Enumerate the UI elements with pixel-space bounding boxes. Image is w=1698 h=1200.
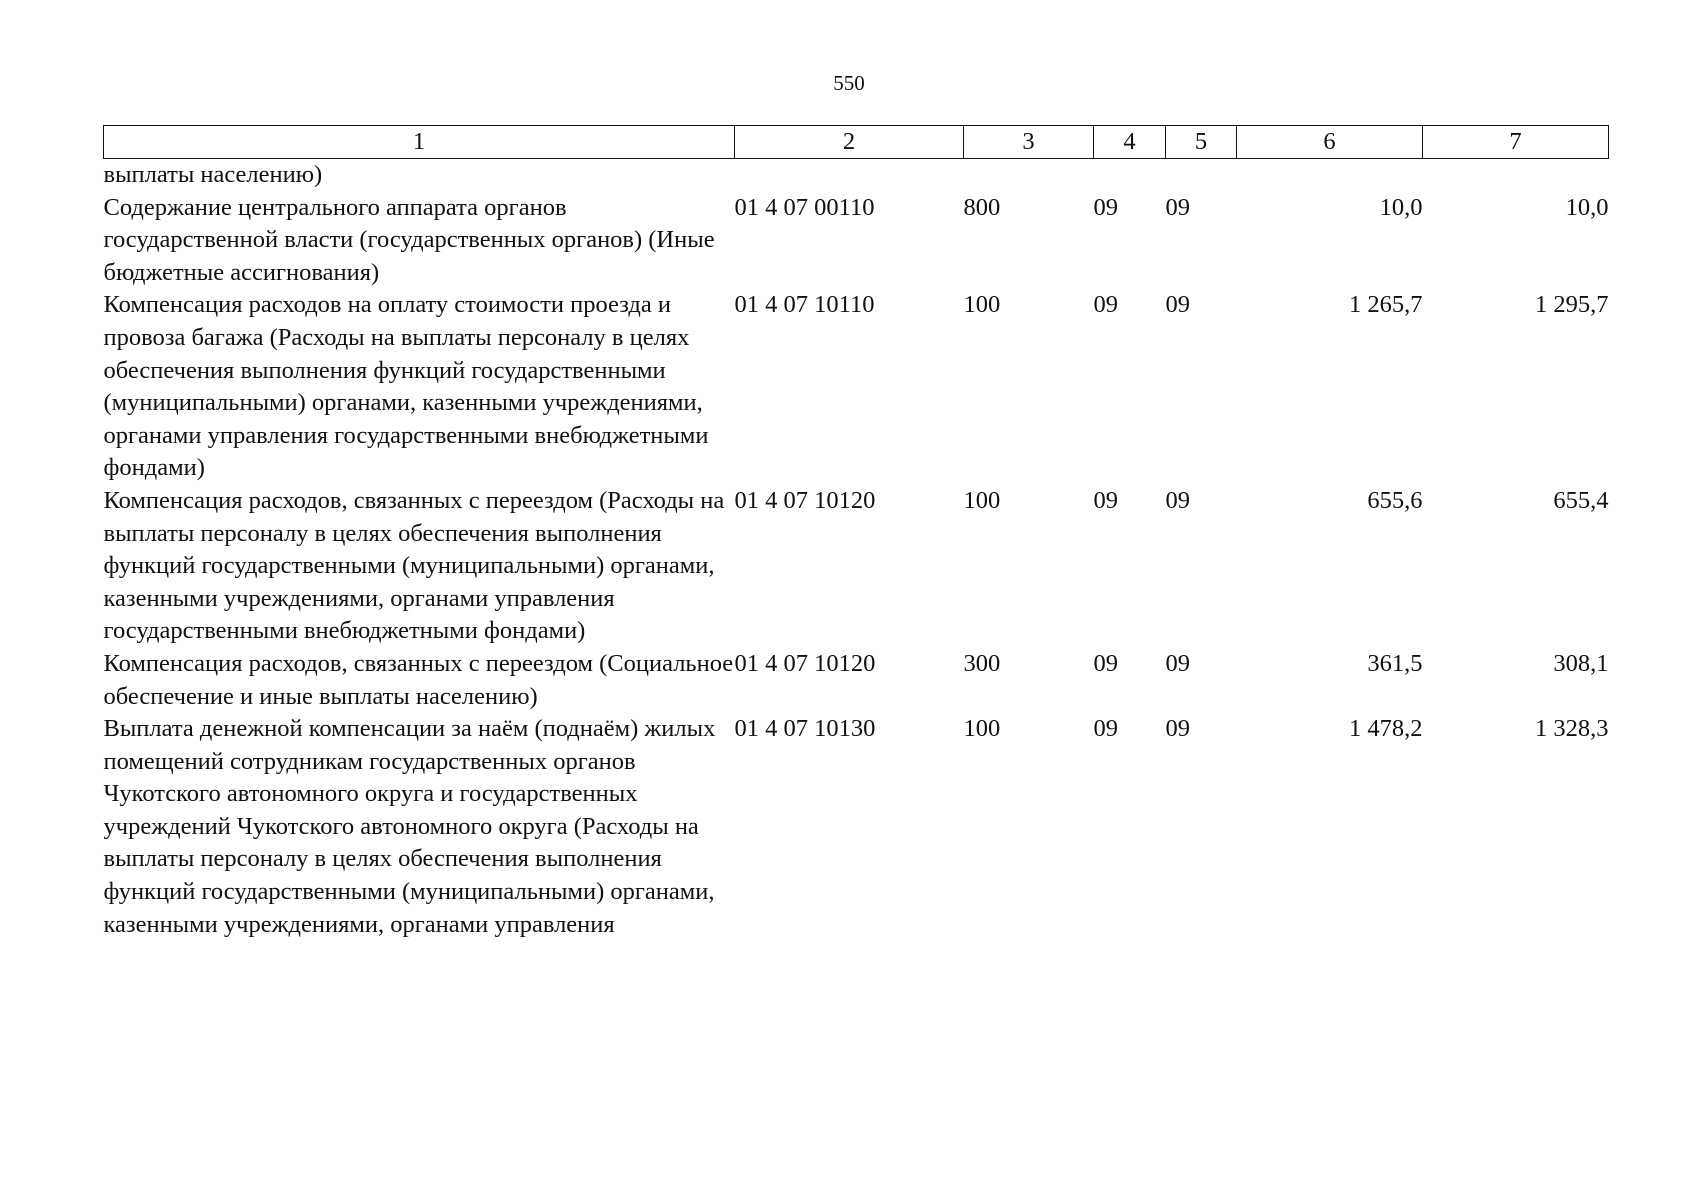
column-header-7: 7 bbox=[1423, 126, 1609, 159]
target-code: 01 4 07 10120 bbox=[734, 486, 876, 514]
amount-col-7: 655,4 bbox=[1553, 486, 1609, 514]
expense-name: Содержание центрального аппарата органов государственной власти (государственных органов) (Иные бюджетные ассигнования) bbox=[103, 193, 715, 286]
section-code: 09 bbox=[1093, 715, 1118, 743]
amount-col-6: 10,0 bbox=[1379, 193, 1423, 221]
section-code bbox=[1094, 159, 1166, 192]
subsection-code bbox=[1166, 159, 1237, 192]
amount-col-6: 361,5 bbox=[1367, 649, 1423, 677]
section-code: 09 bbox=[1093, 486, 1118, 514]
table-header bbox=[104, 126, 1609, 159]
budget-table bbox=[103, 125, 1609, 941]
subsection-code: 09 bbox=[1165, 649, 1190, 677]
expense-type-code: 100 bbox=[963, 291, 1001, 319]
table-row bbox=[104, 192, 1609, 290]
section-code: 09 bbox=[1093, 193, 1118, 221]
expense-name: Компенсация расходов на оплату стоимости проезда и провоза багажа (Расходы на выплаты персоналу в целях обеспечения выполнения функций государственными (муниципальными) органами, казенными учреждениями, органами управления государственными внебюджетными фондами) bbox=[103, 291, 709, 482]
column-header-1: 1 bbox=[104, 126, 735, 159]
expense-type-code: 100 bbox=[963, 486, 1001, 514]
amount-col-6 bbox=[1237, 159, 1423, 192]
target-code: 01 4 07 10110 bbox=[734, 291, 875, 319]
target-code: 01 4 07 00110 bbox=[734, 193, 875, 221]
expense-name: Компенсация расходов, связанных с переездом (Расходы на выплаты персоналу в целях обеспечения выполнения функций государственными (муниципальными) органами, казенными учреждениями, органами управления государственными внебюджетными фондами) bbox=[103, 486, 725, 645]
expense-type-code bbox=[964, 159, 1094, 192]
table-body bbox=[104, 159, 1609, 942]
expense-type-code: 100 bbox=[963, 715, 1001, 743]
amount-col-7: 308,1 bbox=[1553, 649, 1609, 677]
expense-name: выплаты населению) bbox=[103, 161, 323, 188]
section-code: 09 bbox=[1093, 649, 1118, 677]
amount-col-6: 1 265,7 bbox=[1349, 291, 1423, 319]
page-number: 550 bbox=[833, 71, 865, 95]
subsection-code: 09 bbox=[1165, 486, 1190, 514]
amount-col-7: 10,0 bbox=[1565, 193, 1609, 221]
target-code bbox=[735, 159, 964, 192]
target-code: 01 4 07 10130 bbox=[734, 715, 876, 743]
column-header-5: 5 bbox=[1166, 126, 1237, 159]
amount-col-7: 1 328,3 bbox=[1535, 715, 1609, 743]
amount-col-7 bbox=[1423, 159, 1609, 192]
expense-name: Компенсация расходов, связанных с переездом (Социальное обеспечение и иные выплаты населению) bbox=[103, 649, 734, 710]
column-header-2: 2 bbox=[735, 126, 964, 159]
header-row bbox=[104, 126, 1609, 159]
subsection-code: 09 bbox=[1165, 193, 1190, 221]
column-header-4: 4 bbox=[1094, 126, 1166, 159]
amount-col-7: 1 295,7 bbox=[1535, 291, 1609, 319]
amount-col-6: 1 478,2 bbox=[1349, 715, 1423, 743]
table-row bbox=[104, 648, 1609, 713]
table-row bbox=[104, 485, 1609, 648]
subsection-code: 09 bbox=[1165, 715, 1190, 743]
table-row bbox=[104, 713, 1609, 941]
column-header-6: 6 bbox=[1237, 126, 1423, 159]
subsection-code: 09 bbox=[1165, 291, 1190, 319]
column-header-3: 3 bbox=[964, 126, 1094, 159]
expense-type-code: 800 bbox=[963, 193, 1001, 221]
amount-col-6: 655,6 bbox=[1367, 486, 1423, 514]
expense-name: Выплата денежной компенсации за наём (поднаём) жилых помещений сотрудникам государственных органов Чукотского автономного округа и государственных учреждений Чукотского автономного округа (Расходы на выплаты персоналу в целях обеспечения выполнения функций государственными (муниципальными) органами, казенными учреждениями, органами управления bbox=[103, 715, 716, 938]
table-row bbox=[104, 159, 1609, 192]
expense-type-code: 300 bbox=[963, 649, 1001, 677]
section-code: 09 bbox=[1093, 291, 1118, 319]
table-row bbox=[104, 289, 1609, 485]
target-code: 01 4 07 10120 bbox=[734, 649, 876, 677]
